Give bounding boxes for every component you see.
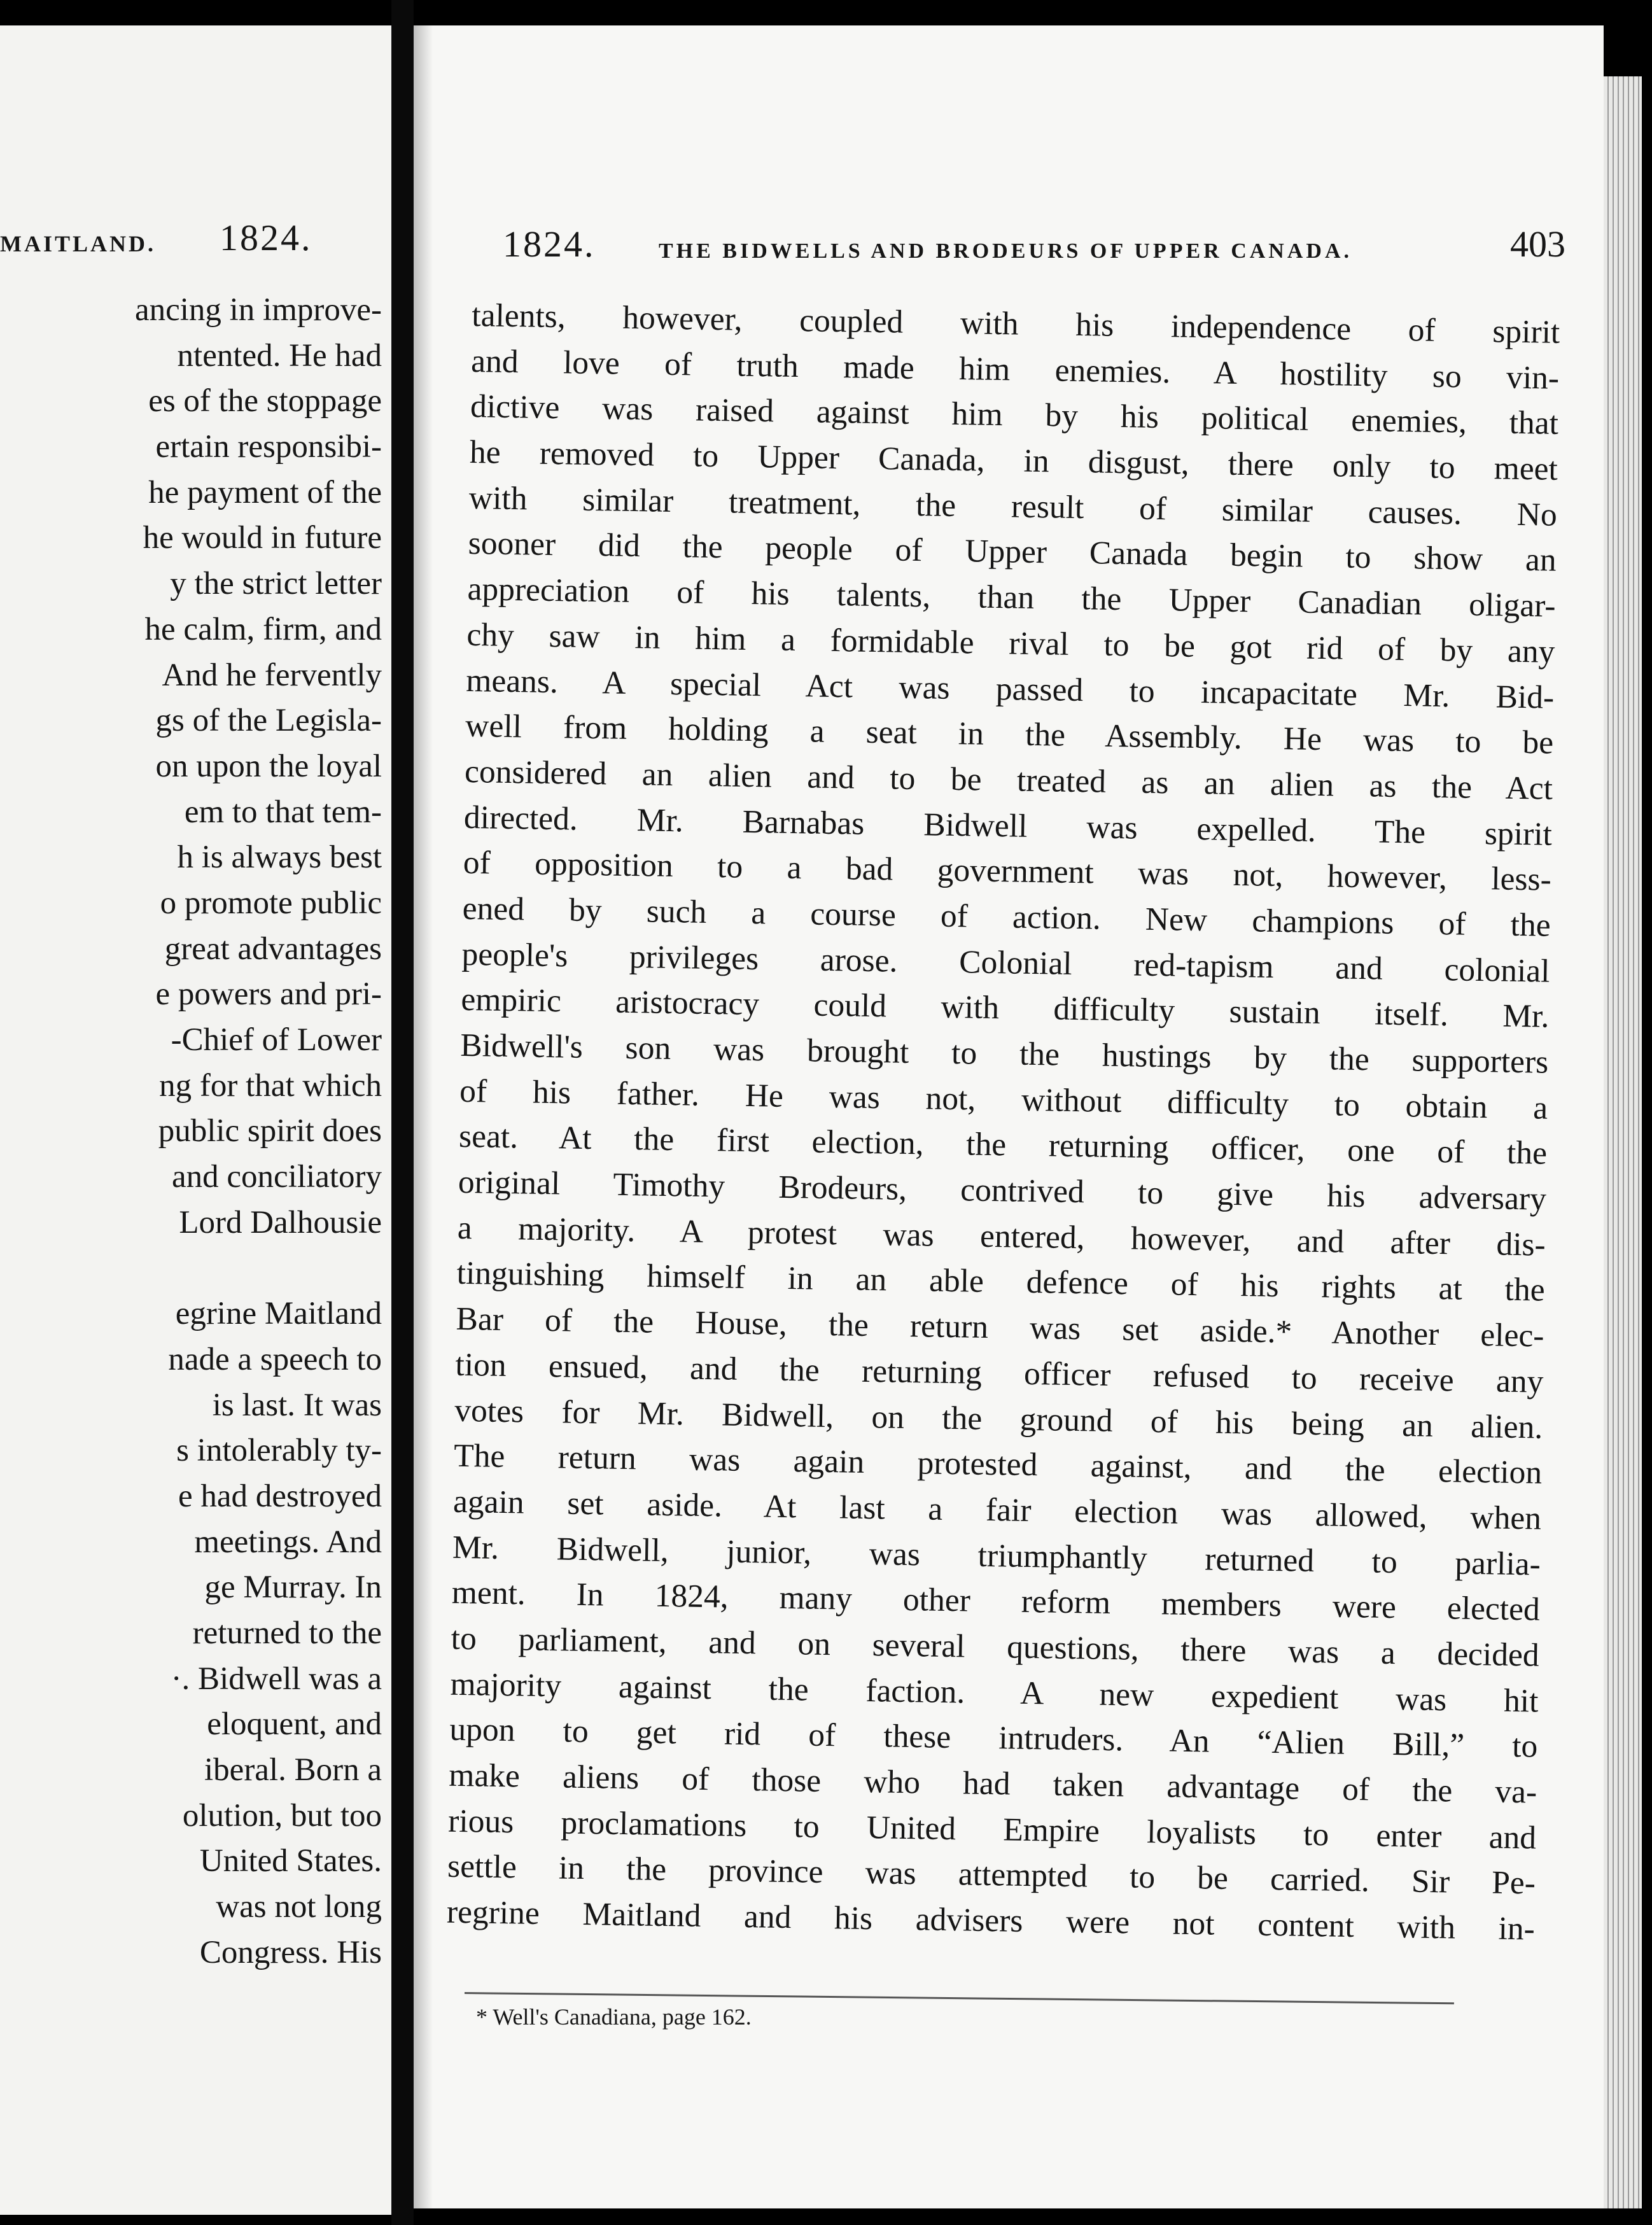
text-line: votes for Mr. Bidwell, on the ground of his being an alien. [454, 1392, 1543, 1446]
text-line: majority against the faction. A new expedient was hit [450, 1666, 1539, 1720]
left-text-line: ng for that which [159, 1067, 382, 1104]
body-text [446, 293, 1560, 1952]
left-text-line: he payment of the [148, 474, 382, 510]
left-text-line: public spirit does [158, 1113, 382, 1149]
left-text-line: ancing in improve- [134, 292, 382, 328]
left-text-line: gs of the Legisla- [155, 703, 382, 739]
left-text-line: ertain responsibi- [155, 429, 382, 465]
text-line: to parliament, and on several questions, there was a decided [451, 1620, 1540, 1674]
right-page [414, 25, 1604, 2208]
left-text-line: iberal. Born a [204, 1752, 382, 1788]
text-line: talents, however, coupled with his independence of spirit [471, 297, 1560, 351]
text-line: The return was again protested against, and the election [453, 1437, 1543, 1491]
left-text-line: em to that tem- [184, 794, 382, 830]
left-text-line: s intolerably ty- [176, 1433, 382, 1469]
text-line: ened by such a course of action. New champions of the [462, 890, 1551, 944]
header-year: 1824. [503, 223, 596, 265]
page-number: 403 [1510, 223, 1565, 265]
text-line: chy saw in him a formidable rival to be got rid of by any [466, 616, 1555, 670]
text-line: dictive was raised against him by his political enemies, that [470, 388, 1559, 442]
running-header [503, 223, 1565, 274]
page-edges [1604, 76, 1642, 2208]
text-line: considered an alien and to be treated as an alien as the Act [464, 753, 1553, 807]
text-line: ment. In 1824, many other reform members were elected [451, 1575, 1541, 1628]
footnote: * Well's Canadiana, page 162. [476, 2004, 752, 2030]
left-text-line: h is always best [177, 839, 382, 876]
text-line: he removed to Upper Canada, in disgust, there only to meet [469, 434, 1558, 488]
text-line: with similar treatment, the result of similar causes. No [468, 479, 1558, 533]
left-page-text [0, 288, 382, 1976]
running-title: THE BIDWELLS AND BRODEURS OF UPPER CANADA. [659, 239, 1353, 263]
left-text-line: egrine Maitland [175, 1296, 382, 1332]
left-text-line: he calm, firm, and [144, 611, 382, 647]
text-line: appreciation of his talents, than the Upper Canadian oligar- [467, 571, 1556, 624]
left-text-line: was not long [216, 1889, 382, 1925]
text-line: well from holding a seat in the Assembly. He was to be [465, 708, 1554, 761]
text-line: of his father. He was not, without difficulty to obtain a [459, 1072, 1548, 1127]
left-year: 1824. [220, 217, 312, 258]
text-line: again set aside. At last a fair election was allowed, when [452, 1483, 1542, 1537]
text-line: a majority. A protest was entered, however, and after dis- [457, 1209, 1546, 1263]
left-text-line: es of the stoppage [148, 383, 382, 419]
left-text-line: Lord Dalhousie [179, 1204, 382, 1240]
text-line: upon to get rid of these intruders. An “Alien Bill,” to [449, 1711, 1538, 1765]
text-line: means. A special Act was passed to incapacitate Mr. Bid- [465, 662, 1555, 716]
text-line: empiric aristocracy could with difficulty sustain itself. Mr. [461, 981, 1550, 1035]
footnote-rule [465, 1992, 1454, 2004]
text-line: people's privileges arose. Colonial red-tapism and colonial [461, 936, 1550, 990]
left-text-line: o promote public [160, 885, 382, 921]
left-text-line: is last. It was [212, 1387, 382, 1423]
text-line: seat. At the first election, the returning officer, one of the [458, 1118, 1548, 1172]
text-line: rious proclamations to United Empire loyalists to enter and [447, 1802, 1537, 1857]
text-line: regrine Maitland and his advisers were not content with in- [446, 1893, 1536, 1948]
book-gutter [391, 0, 414, 2225]
left-page [0, 25, 391, 2215]
left-text-line: meetings. And [194, 1524, 382, 1560]
text-line: tion ensued, and the returning officer refused to receive any [455, 1346, 1544, 1400]
left-text-line: United States. [199, 1843, 382, 1879]
text-line: Mr. Bidwell, junior, was triumphantly returned to parlia- [452, 1529, 1541, 1583]
text-line: sooner did the people of Upper Canada begin to show an [468, 525, 1557, 579]
left-text-line-blank [0, 1246, 382, 1291]
left-text-line: e had destroyed [178, 1478, 382, 1514]
left-running-header [0, 216, 382, 267]
text-line: Bar of the House, the return was set aside.* Another elec- [456, 1300, 1544, 1354]
left-text-line: on upon the loyal [155, 748, 382, 784]
left-running-head: MAITLAND. [0, 231, 157, 256]
text-line: original Timothy Brodeurs, contrived to give his adversary [458, 1163, 1547, 1218]
text-line: Bidwell's son was brought to the hustings by the supporters [459, 1027, 1549, 1081]
text-line: make aliens of those who had taken advantage of the va- [448, 1757, 1537, 1811]
left-text-line: And he fervently [162, 657, 382, 693]
left-text-line: -Chief of Lower [171, 1022, 382, 1058]
left-text-line: and conciliatory [172, 1159, 382, 1195]
text-line: directed. Mr. Barnabas Bidwell was expelled. The spirit [463, 799, 1553, 853]
left-text-line: olution, but too [182, 1797, 382, 1834]
left-text-line: ·. Bidwell was a [171, 1660, 382, 1697]
left-text-line: returned to the [192, 1615, 382, 1651]
text-line: of opposition to a bad government was not, however, less- [463, 845, 1552, 898]
left-text-line: ge Murray. In [204, 1569, 382, 1606]
left-text-line: y the strict letter [170, 566, 382, 602]
left-text-line: Congress. His [199, 1934, 382, 1970]
left-text-line: eloquent, and [207, 1706, 382, 1743]
text-line: tinguishing himself in an able defence of his rights at the [456, 1255, 1546, 1309]
left-text-line: he would in future [143, 520, 382, 556]
text-line: and love of truth made him enemies. A hostility so vin- [470, 342, 1560, 397]
left-text-line: ntented. He had [177, 337, 382, 374]
left-text-line: nade a speech to [168, 1341, 382, 1377]
text-line: settle in the province was attempted to be carried. Sir Pe- [447, 1848, 1536, 1902]
left-text-line: e powers and pri- [155, 976, 382, 1013]
left-text-line: great advantages [164, 930, 382, 967]
